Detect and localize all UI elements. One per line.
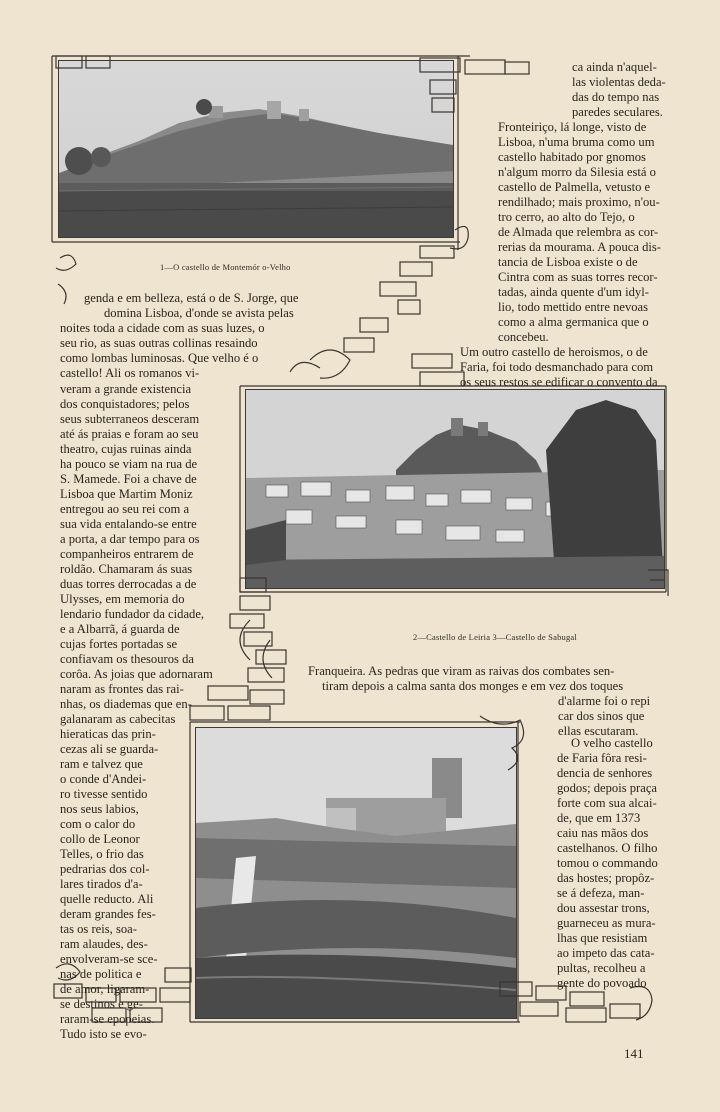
text-line: se á defeza, man- <box>557 886 645 900</box>
text-line: tadas, ainda quente d'um idyl- <box>498 285 649 299</box>
text-line: Faria, foi todo desmanchado para com <box>460 360 654 374</box>
photo-castello-sabugal <box>195 727 517 1019</box>
text-block-bottom-right <box>557 736 675 991</box>
text-line: dou assestar trons, <box>557 901 650 915</box>
text-line: nos seus labios, <box>60 802 139 816</box>
text-line: até ás praias e foram ao seu <box>60 427 199 441</box>
text-line: ram alaudes, des- <box>60 937 148 951</box>
text-line: pedrarias dos col- <box>60 862 150 876</box>
text-line: tomou o commando <box>557 856 658 870</box>
text-line: com o calor do <box>60 817 136 831</box>
text-line: de Almada que relembra as cor- <box>498 225 659 239</box>
montemor-landscape-image <box>59 61 453 237</box>
text-line: theatro, cujas ruinas ainda <box>60 442 192 456</box>
text-line: lendario fundador da cidade, <box>60 607 205 621</box>
text-line: caiu nas mãos dos <box>557 826 649 840</box>
text-line: das do tempo nas <box>572 90 660 104</box>
text-line: se destinos e ge- <box>60 997 143 1011</box>
text-line: nhas, os diademas que en- <box>60 697 192 711</box>
text-line: os seus restos se edificar o convento da <box>460 375 658 389</box>
leiria-town-image <box>246 390 664 588</box>
text-line: tiram depois a calma santa dos monges e em vez dos toques <box>322 679 624 693</box>
text-line: e a Albarrã, á guarda de <box>60 622 180 636</box>
text-line: godos; depois praça <box>557 781 658 795</box>
text-line: entregou ao seu rei com a <box>60 502 190 516</box>
text-line: a porta, a dar tempo para os <box>60 532 200 546</box>
text-line: companheiros entrarem de <box>60 547 194 561</box>
text-line: castello habitado por gnomos <box>498 150 646 164</box>
text-line: lhas que resistiam <box>557 931 648 945</box>
text-line: n'algum morro da Silesia está o <box>498 165 656 179</box>
text-line: de amor, ligaram- <box>60 982 150 996</box>
text-line: Cintra com as suas torres recor- <box>498 270 658 284</box>
text-line: paredes seculares. <box>572 105 663 119</box>
text-line: dencia de senhores <box>557 766 653 780</box>
text-line: sua vida entalando-se entre <box>60 517 197 531</box>
text-line: Telles, o frio das <box>60 847 144 861</box>
text-line: das hostes; propôz- <box>557 871 655 885</box>
text-line: seus subterraneos desceram <box>60 412 200 426</box>
text-line: envolveram-se sce- <box>60 952 158 966</box>
text-line: concebeu. <box>498 330 549 344</box>
text-line: Um outro castello de heroismos, o de <box>460 345 648 359</box>
text-line: ram e talvez que <box>60 757 143 771</box>
text-line: hieraticas das prin- <box>60 727 156 741</box>
text-line: ao impeto das cata- <box>557 946 655 960</box>
photo-castello-leiria <box>245 389 665 589</box>
text-line: o conde d'Andei- <box>60 772 147 786</box>
text-line: pultas, recolheu a <box>557 961 646 975</box>
text-line: ha pouco se viam na rua de <box>60 457 198 471</box>
text-line: ca ainda n'aquel- <box>572 60 657 74</box>
caption-montemor: 1—O castello de Montemór o-Velho <box>160 262 291 272</box>
text-line: tancia de Lisboa existe o de <box>498 255 638 269</box>
photo-castello-montemor <box>58 60 454 238</box>
text-line: collo de Leonor <box>60 832 140 846</box>
text-block-top-right <box>460 60 674 390</box>
text-line: duas torres derrocadas a de <box>60 577 197 591</box>
text-line: cezas ali se guarda- <box>60 742 159 756</box>
text-line: como lombas luminosas. Que velho é o <box>60 351 259 365</box>
text-line: de Faria fôra resi- <box>557 751 647 765</box>
text-line: las violentas deda- <box>572 75 666 89</box>
text-block-left-top <box>60 291 340 381</box>
text-line: Tudo isto se evo- <box>60 1027 147 1041</box>
text-line: O velho castello <box>571 736 653 750</box>
sabugal-ruins-image <box>196 728 516 1018</box>
text-line: gente do povoado <box>557 976 647 990</box>
text-block-left-column <box>60 382 240 1042</box>
text-line: Franqueira. As pedras que viram as raivas dos combates sen- <box>308 664 615 678</box>
text-line: roldão. Chamaram ás suas <box>60 562 193 576</box>
text-line: rendilhado; mais proximo, n'ou- <box>498 195 660 209</box>
text-line: castelhanos. O filho <box>557 841 658 855</box>
text-line: lares tirados d'a- <box>60 877 143 891</box>
text-line: raram-se epopeias. <box>60 1012 155 1026</box>
text-line: noites toda a cidade com as suas luzes, o <box>60 321 265 335</box>
text-line: seu rio, as suas outras collinas resaindo <box>60 336 258 350</box>
text-line: quelle reducto. Ali <box>60 892 154 906</box>
text-line: Fronteiriço, lá longe, visto de <box>498 120 647 134</box>
text-line: Ulysses, em memoria do <box>60 592 185 606</box>
text-line: de, que em 1373 <box>557 811 641 825</box>
text-line: S. Mamede. Foi a chave de <box>60 472 197 486</box>
text-line: dos conquistadores; pelos <box>60 397 190 411</box>
text-line: d'alarme foi o repi <box>558 694 651 708</box>
text-line: domina Lisboa, d'onde se avista pelas <box>104 306 294 320</box>
text-line: nas de politica e <box>60 967 142 981</box>
text-line: forte com sua alcai- <box>557 796 657 810</box>
text-line: rerias da mourama. A pouca dis- <box>498 240 661 254</box>
text-line: corôa. As joias que adornaram <box>60 667 213 681</box>
page-number: 141 <box>624 1046 644 1061</box>
text-line: tro cerro, ao alto do Tejo, o <box>498 210 635 224</box>
text-line: castello de Palmella, vetusto e <box>498 180 651 194</box>
text-line: naram as frontes das rai- <box>60 682 184 696</box>
text-line: ro tivesse sentido <box>60 787 148 801</box>
text-line: genda e em belleza, está o de S. Jorge, que <box>84 291 299 305</box>
text-line: Lisboa que Martim Moniz <box>60 487 193 501</box>
text-line: galanaram as cabecitas <box>60 712 176 726</box>
text-line: lio, todo mettido entre nevoas <box>498 300 649 314</box>
text-line: car dos sinos que <box>558 709 645 723</box>
text-line: deram grandes fes- <box>60 907 156 921</box>
text-line: veram a grande existencia <box>60 382 192 396</box>
text-line: confiavam os thesouros da <box>60 652 194 666</box>
text-line: cujas fortes portadas se <box>60 637 178 651</box>
text-line: castello! Ali os romanos vi- <box>60 366 200 380</box>
text-line: tas os reis, soa- <box>60 922 137 936</box>
text-line: ellas escutaram. <box>558 724 639 738</box>
text-line: como a alma germanica que o <box>498 315 649 329</box>
text-line: guarneceu as mura- <box>557 916 656 930</box>
caption-leiria-sabugal: 2—Castello de Leiria 3—Castello de Sabugal <box>413 632 577 642</box>
text-line: Lisboa, n'uma bruma como um <box>498 135 655 149</box>
text-block-middle-right <box>308 664 676 739</box>
